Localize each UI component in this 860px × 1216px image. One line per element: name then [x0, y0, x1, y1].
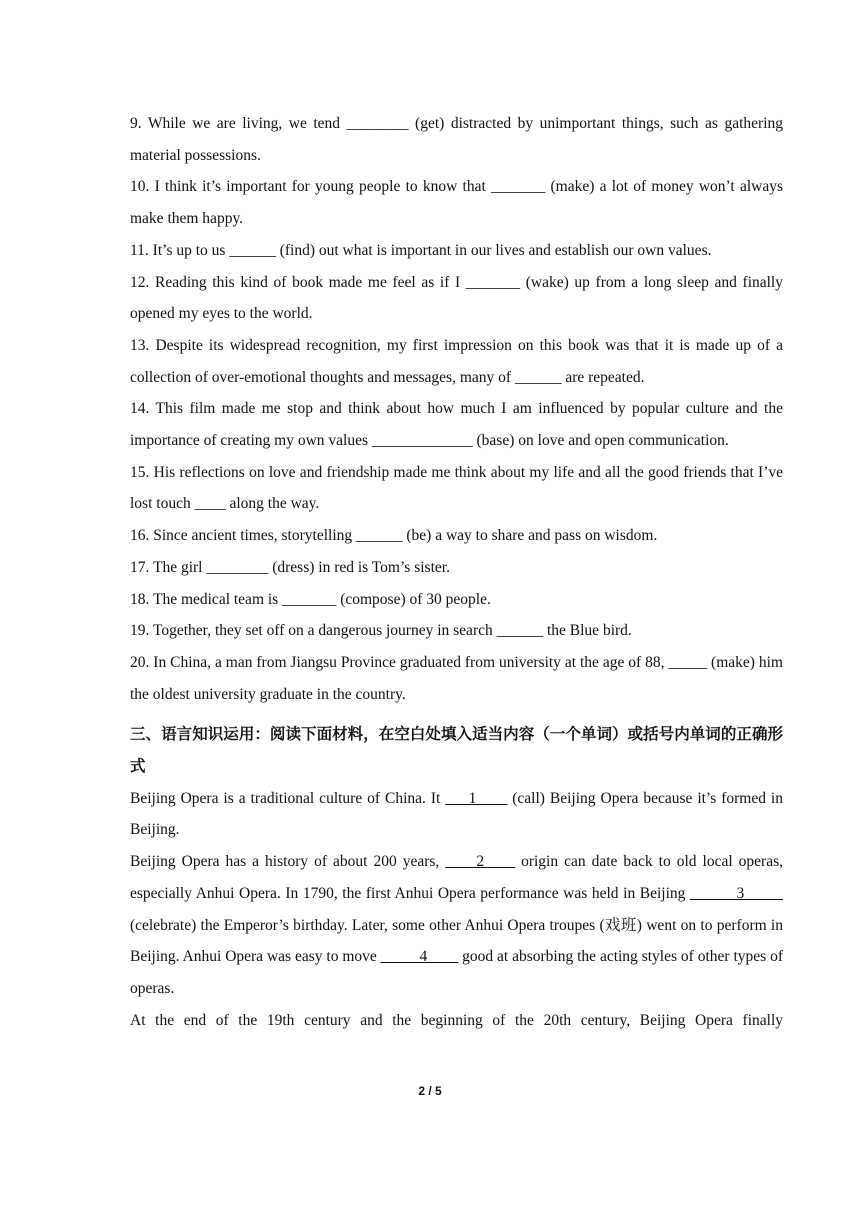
blank-1: ___1____ — [445, 789, 508, 807]
paragraph-2-text-c: (celebrate) the Emperor’s birthday. Later, some other Anhui Opera troupes (戏班) went on to perform in Beijing. Anhui Opera was easy to move — [130, 916, 783, 966]
question-13: 13. Despite its widespread recognition, my first impression on this book was that it is made up of a collection of over-emotional thoughts and messages, many of ______ are repeated. — [130, 336, 783, 386]
paragraph-2-text-d: good at absorbing the acting styles of other types of operas. — [130, 948, 783, 997]
page-content — [130, 108, 783, 1036]
passage-paragraph-1 — [130, 783, 783, 846]
question-12: 12. Reading this kind of book made me feel as if I _______ (wake) up from a long sleep and finally opened my eyes to the world. — [130, 273, 783, 323]
question-14: 14. This film made me stop and think about how much I am influenced by popular culture and the importance of creating my own values _____________ (base) on love and open communication. — [130, 400, 783, 450]
paragraph-2-text-b: origin can date back to old local operas, especially Anhui Opera. In 1790, the first Anhui Opera performance was held in Beijing — [130, 853, 784, 902]
section-3-heading: 三、语言知识运用：阅读下面材料，在空白处填入适当内容（一个单词）或括号内单词的正确形式 — [130, 725, 783, 776]
passage-paragraph-2 — [130, 846, 783, 1005]
question-19: 19. Together, they set off on a dangerous journey in search ______ the Blue bird. — [130, 622, 632, 640]
question-10: 10. I think it’s important for young people to know that _______ (make) a lot of money won’t always make them happy. — [130, 178, 783, 228]
blank-4: _____4____ — [380, 948, 459, 966]
question-9: 9. While we are living, we tend ________ (get) distracted by unimportant things, such as gathering material possessions. — [130, 115, 783, 164]
page-number: 2 / 5 — [418, 1084, 442, 1098]
paragraph-2-text-a: Beijing Opera has a history of about 200 years, — [130, 853, 446, 871]
paragraph-1-text-b: (call) Beijing Opera because it’s formed in Beijing. — [130, 789, 783, 839]
blank-2: ____2____ — [445, 853, 516, 871]
blank-3: ______3_____ — [690, 884, 783, 902]
question-20: 20. In China, a man from Jiangsu Province graduated from university at the age of 88, _____ (make) him the oldest university graduate in the country. — [130, 653, 783, 703]
question-11: 11. It’s up to us ______ (find) out what is important in our lives and establish our own values. — [130, 241, 712, 259]
passage-paragraph-3: At the end of the 19th century and the beginning of the 20th century, Beijing Opera finally — [130, 1011, 783, 1029]
question-15: 15. His reflections on love and friendship made me think about my life and all the good friends that I’ve lost touch ____ along the way. — [130, 463, 783, 513]
question-16: 16. Since ancient times, storytelling ______ (be) a way to share and pass on wisdom. — [130, 527, 658, 545]
question-18: 18. The medical team is _______ (compose) of 30 people. — [130, 590, 491, 608]
question-17: 17. The girl ________ (dress) in red is Tom’s sister. — [130, 558, 450, 576]
paragraph-1-text-a: Beijing Opera is a traditional culture of China. It — [130, 789, 446, 807]
